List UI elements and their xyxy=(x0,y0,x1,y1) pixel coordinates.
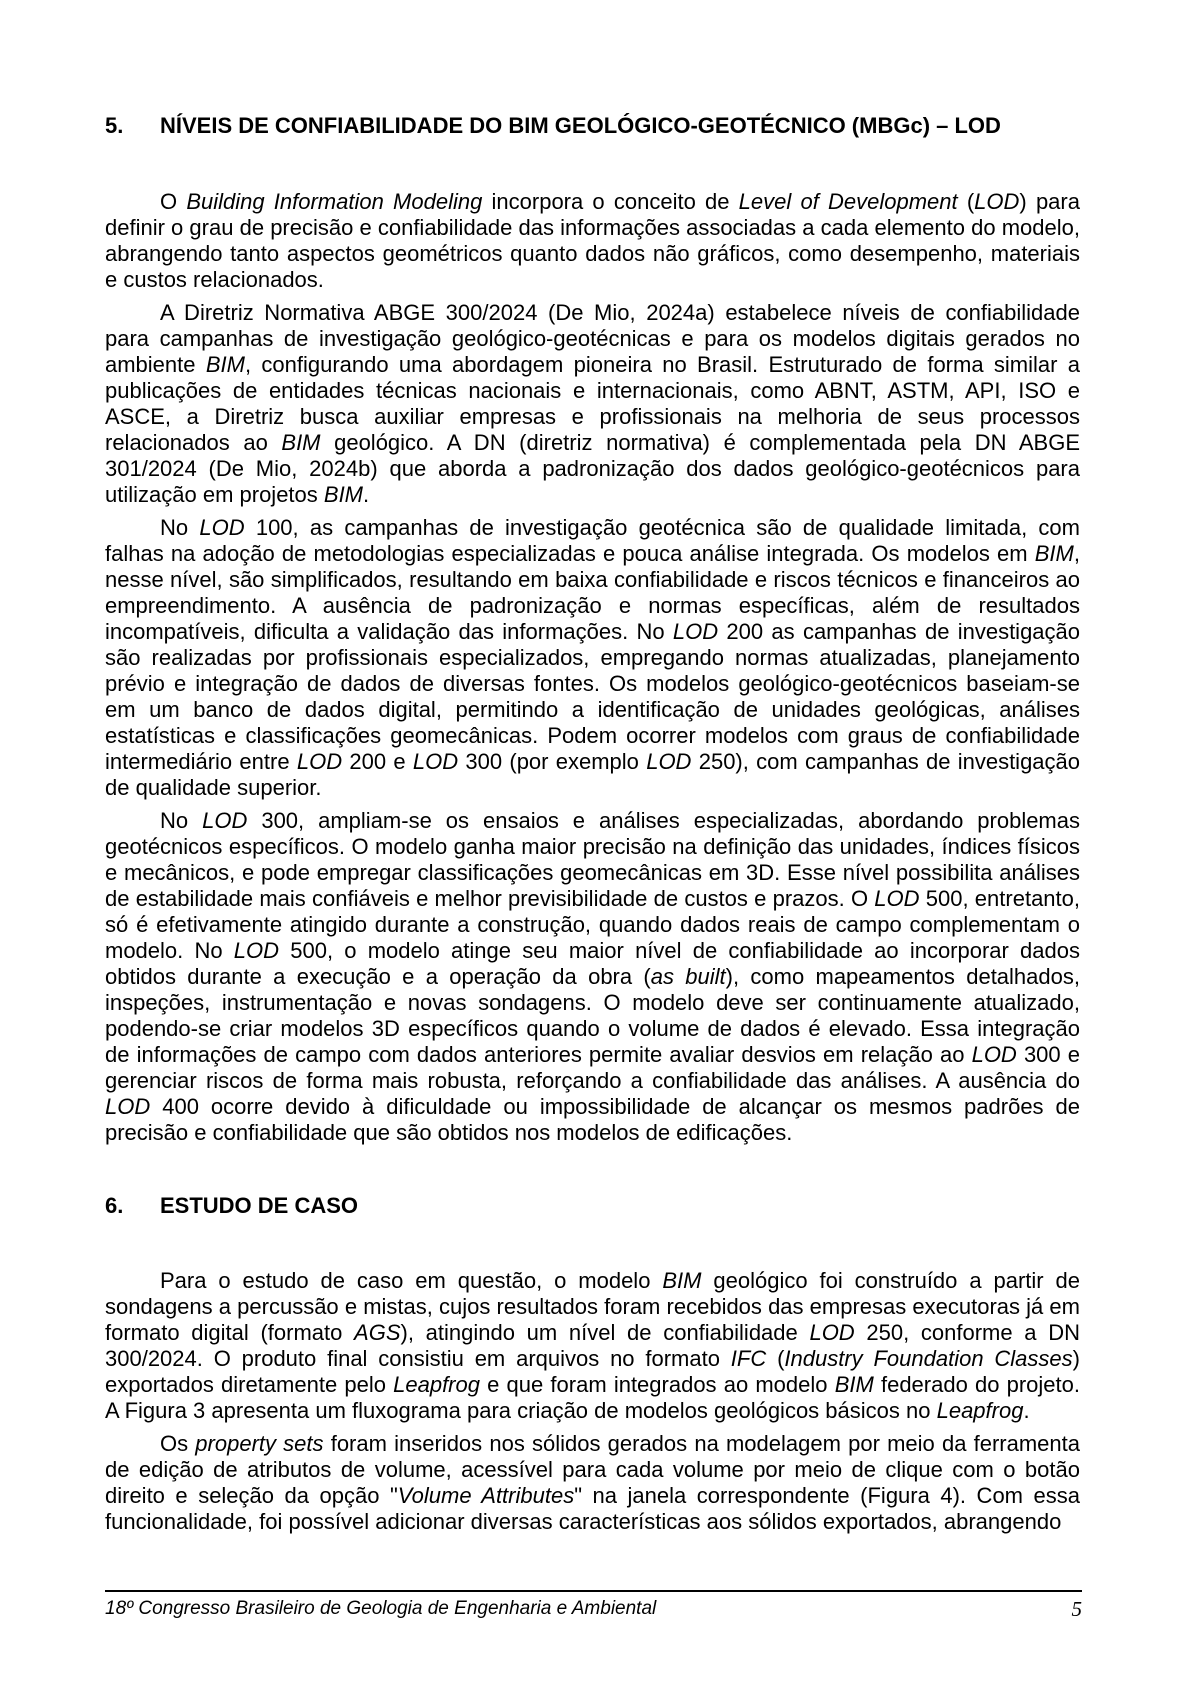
page-footer xyxy=(105,1590,1082,1621)
section-estudo-de-caso xyxy=(105,1193,1080,1535)
paragraph-lod-intro: O Building Information Modeling incorpora o conceito de Level of Development (LOD) para definir o grau de precisão e confiabilidade das informações associadas a cada elemento do modelo, abrangendo tanto aspectos geométricos quanto dados não gráficos, como desempenho, materiais e custos relacionados. xyxy=(105,189,1080,292)
paragraph-diretriz-normativa: A Diretriz Normativa ABGE 300/2024 (De Mio, 2024a) estabelece níveis de confiabilidade para campanhas de investigação geológico-geotécnicas e para os modelos digitais gerados no ambiente BIM, configurando uma abordagem pioneira no Brasil. Estruturado de forma similar a publicações de entidades técnicas nacionais e internacionais, como ABNT, ASTM, API, ISO e ASCE, a Diretriz busca auxiliar empresas e profissionais na melhoria de seus processos relacionados ao BIM geológico. A DN (diretriz normativa) é complementada pela DN ABGE 301/2024 (De Mio, 2024b) que aborda a padronização dos dados geológico-geotécnicos para utilização em projetos BIM. xyxy=(105,300,1080,507)
paragraph-property-sets: Os property sets foram inseridos nos sólidos gerados na modelagem por meio da ferramenta de edição de atributos de volume, acessível para cada volume por meio de clique com o botão direito e seleção da opção "Volume Attributes" na janela correspondente (Figura 4). Com essa funcionalidade, foi possível adicionar diversas características aos sólidos exportados, abrangendo xyxy=(105,1431,1080,1534)
paragraph-lod-300-500: No LOD 300, ampliam-se os ensaios e análises especializadas, abordando problemas geotécnicos específicos. O modelo ganha maior precisão na definição das unidades, índices físicos e mecânicos, e pode empregar classificações geomecânicas em 3D. Esse nível possibilita análises de estabilidade mais confiáveis e melhor previsibilidade de custos e prazos. O LOD 500, entretanto, só é efetivamente atingido durante a construção, quando dados reais de campo complementam o modelo. No LOD 500, o modelo atinge seu maior nível de confiabilidade ao incorporar dados obtidos durante a execução e a operação da obra (as built), como mapeamentos detalhados, inspeções, instrumentação e novas sondagens. O modelo deve ser continuamente atualizado, podendo-se criar modelos 3D específicos quando o volume de dados é elevado. Essa integração de informações de campo com dados anteriores permite avaliar desvios em relação ao LOD 300 e gerenciar riscos de forma mais robusta, reforçando a confiabilidade das análises. A ausência do LOD 400 ocorre devido à dificuldade ou impossibilidade de alcançar os mesmos padrões de precisão e confiabilidade que são obtidos nos modelos de edificações. xyxy=(105,808,1080,1145)
heading-title: ESTUDO DE CASO xyxy=(160,1193,359,1218)
heading-number: 5. xyxy=(105,113,124,138)
paragraph-lod-100-200: No LOD 100, as campanhas de investigação geotécnica são de qualidade limitada, com falhas na adoção de metodologias especializadas e pouca análise integrada. Os modelos em BIM, nesse nível, são simplificados, resultando em baixa confiabilidade e riscos técnicos e financeiros ao empreendimento. A ausência de padronização e normas específicas, além de resultados incompatíveis, dificulta a validação das informações. No LOD 200 as campanhas de investigação são realizadas por profissionais especializados, empregando normas atualizadas, planejamento prévio e integração de dados de diversas fontes. Os modelos geológico-geotécnicos baseiam-se em um banco de dados digital, permitindo a identificação de unidades geológicas, análises estatísticas e classificações geomecânicas. Podem ocorrer modelos com graus de confiabilidade intermediário entre LOD 200 e LOD 300 (por exemplo LOD 250), com campanhas de investigação de qualidade superior. xyxy=(105,515,1081,800)
section-niveis-confiabilidade xyxy=(105,113,1080,1146)
paragraph-estudo-caso-intro: Para o estudo de caso em questão, o modelo BIM geológico foi construído a partir de sondagens a percussão e mistas, cujos resultados foram recebidos das empresas executoras já em formato digital (formato AGS), atingindo um nível de confiabilidade LOD 250, conforme a DN 300/2024. O produto final consistiu em arquivos no formato IFC (Industry Foundation Classes) exportados diretamente pelo Leapfrog e que foram integrados ao modelo BIM federado do projeto. A Figura 3 apresenta um fluxograma para criação de modelos geológicos básicos no Leapfrog. xyxy=(105,1268,1081,1423)
heading-title: NÍVEIS DE CONFIABILIDADE DO BIM GEOLÓGICO-GEOTÉCNICO (MBGc) – LOD xyxy=(160,113,1001,138)
section-heading xyxy=(105,1193,1080,1219)
footer-conference-title: 18º Congresso Brasileiro de Geologia de Engenharia e Ambiental xyxy=(105,1598,657,1619)
heading-number: 6. xyxy=(105,1193,124,1218)
footer-page-number: 5 xyxy=(1071,1597,1082,1621)
section-heading xyxy=(105,113,1080,139)
